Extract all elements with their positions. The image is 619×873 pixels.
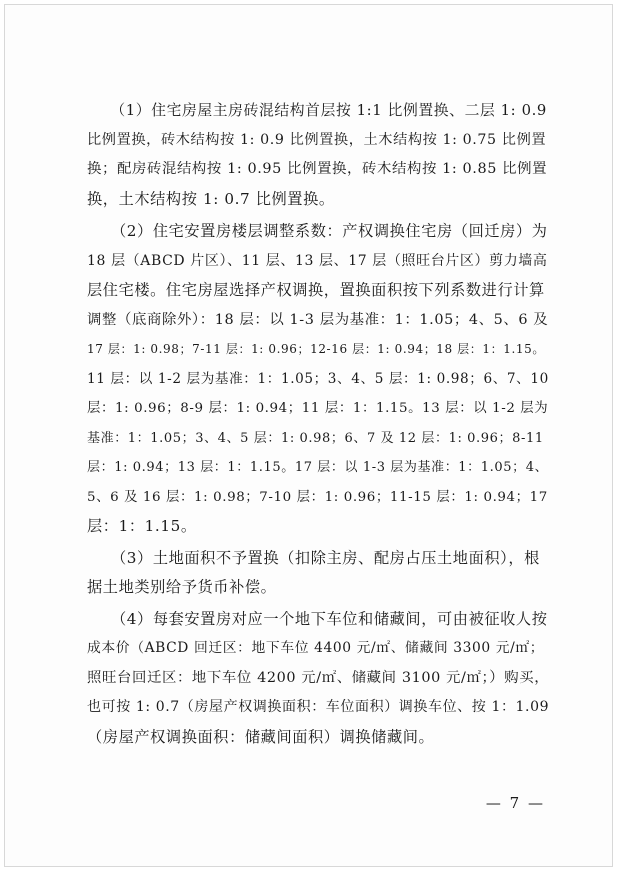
text-line: 5、6 及 16 层：1: 0.98；7-10 层：1: 0.96；11-15 层：1: 0.94；17 <box>87 489 548 505</box>
text-line: 比例置换，砖木结构按 1: 0.9 比例置换，土木结构按 1: 0.75 比例置 <box>87 131 547 148</box>
paragraph-2 <box>87 217 547 542</box>
page-number: — 7 — <box>485 794 545 812</box>
body-text <box>87 96 550 752</box>
text-line: （4）每套安置房对应一个地下车位和储藏间，可由被征收人按 <box>87 609 548 628</box>
text-line: 11 层：以 1-2 层为基准：1：1.05；3、4、5 层：1: 0.98；6、7、10 <box>87 370 549 387</box>
text-line: 18 层（ABCD 片区）、11 层、13 层、17 层（照旺台片区）剪力墙高 <box>87 252 548 269</box>
text-line: 换；配房砖混结构按 1: 0.95 比例置换，砖木结构按 1: 0.85 比例置 <box>87 161 548 177</box>
text-line: 层：1：1.15。 <box>87 517 197 535</box>
text-line: （2）住宅安置房楼层调整系数：产权调换住宅房（回迁房）为 <box>87 222 548 240</box>
document-page <box>4 4 613 867</box>
text-line: 成本价（ABCD 回迁区：地下车位 4400 元/㎡、储藏间 3300 元/㎡； <box>87 640 545 656</box>
paragraph-1 <box>87 96 547 214</box>
paragraph-4 <box>87 605 550 753</box>
text-line: （房屋产权调换面积：储藏间面积）调换储藏间。 <box>87 727 435 746</box>
text-line: 据土地类别给予货币补偿。 <box>87 578 277 596</box>
paragraph-3 <box>87 544 547 603</box>
text-line: 层：1: 0.94；13 层：1：1.15。17 层：以 1-3 层为基准：1：1.05；4、 <box>87 460 549 475</box>
text-line: （1）住宅房屋主房砖混结构首层按 1:1 比例置换、二层 1: 0.9 <box>87 102 547 119</box>
text-line: 基准：1：1.05；3、4、5 层：1: 0.98；6、7 及 12 层：1: 0.96；8-11 <box>87 430 544 446</box>
text-line: （3）土地面积不予置换（扣除主房、配房占压土地面积），根 <box>87 548 540 567</box>
text-line: 也可按 1: 0.7（房屋产权调换面积：车位面积）调换车位、按 1：1.09 <box>87 699 550 715</box>
text-line: 17 层：1: 0.98；7-11 层：1: 0.96；12-16 层：1: 0.94；18 层：1：1.15。 <box>87 342 545 356</box>
text-line: 换，土木结构按 1: 0.7 比例置换。 <box>87 189 335 208</box>
text-line: 层：1: 0.96；8-9 层：1: 0.94；11 层：1：1.15。13 层：以 1-2 层为 <box>87 401 549 416</box>
text-line: 照旺台回迁区：地下车位 4200 元/㎡、储藏间 3100 元/㎡；）购买， <box>87 669 550 686</box>
text-line: 调整（底商除外）：18 层：以 1-3 层为基准：1：1.05；4、5、6 及 <box>87 311 549 328</box>
text-line: 层住宅楼。住宅房屋选择产权调换，置换面积按下列系数进行计算 <box>87 281 545 299</box>
